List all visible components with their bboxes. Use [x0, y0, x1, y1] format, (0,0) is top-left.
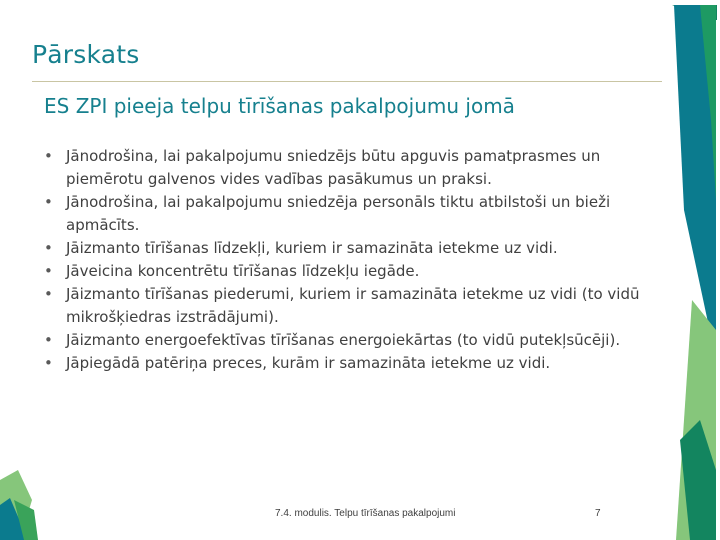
slide-title: Pārskats	[32, 40, 140, 69]
bullet-item	[44, 352, 676, 375]
bullet-text: Jānodrošina, lai pakalpojumu sniedzējs būtu apguvis pamatprasmes un piemērotu galvenos vides vadības pasākumus un praksi.	[66, 147, 601, 188]
bullet-item	[44, 237, 676, 260]
bottom-left-light-green-shape	[0, 470, 32, 540]
bullet-item	[44, 283, 676, 329]
bullet-icon: •	[44, 262, 53, 280]
bullet-item	[44, 329, 676, 352]
bullet-text: Jāizmanto energoefektīvas tīrīšanas energoiekārtas (to vidū putekļsūcēji).	[66, 331, 621, 349]
bullet-icon: •	[44, 285, 53, 303]
bottom-left-green-shape	[14, 500, 38, 540]
right-teal-stripe	[674, 5, 716, 360]
title-divider	[32, 81, 662, 82]
bullet-text: Jāpiegādā patēriņa preces, kurām ir samazināta ietekme uz vidi.	[66, 354, 551, 372]
bullet-icon: •	[44, 331, 53, 349]
bottom-right-dark-green-shape	[680, 420, 716, 540]
slide-subtitle: ES ZPI pieeja telpu tīrīšanas pakalpojumu jomā	[44, 94, 515, 118]
bullet-text: Jāizmanto tīrīšanas līdzekļi, kuriem ir samazināta ietekme uz vidi.	[66, 239, 558, 257]
bullet-item	[44, 191, 676, 237]
top-right-green-shape	[672, 5, 717, 20]
bullet-text: Jāizmanto tīrīšanas piederumi, kuriem ir samazināta ietekme uz vidi (to vidū mikrošķiedras izstrādājumi).	[66, 285, 640, 326]
bullet-list	[44, 145, 676, 375]
bullet-text: Jānodrošina, lai pakalpojumu sniedzēja personāls tiktu atbilstoši un bieži apmācīts.	[66, 193, 611, 234]
bullet-item	[44, 145, 676, 191]
bullet-icon: •	[44, 239, 53, 257]
bullet-icon: •	[44, 193, 53, 211]
bullet-icon: •	[44, 354, 53, 372]
bottom-left-teal-shape	[0, 498, 28, 540]
page-number: 7	[595, 508, 601, 519]
bullet-item	[44, 260, 676, 283]
bullet-icon: •	[44, 147, 53, 165]
bullet-text: Jāveicina koncentrētu tīrīšanas līdzekļu iegāde.	[66, 262, 420, 280]
bottom-right-light-green-shape	[676, 300, 716, 540]
footer-module-text: 7.4. modulis. Telpu tīrīšanas pakalpojumi	[275, 508, 456, 519]
right-green-stripe	[700, 5, 716, 200]
